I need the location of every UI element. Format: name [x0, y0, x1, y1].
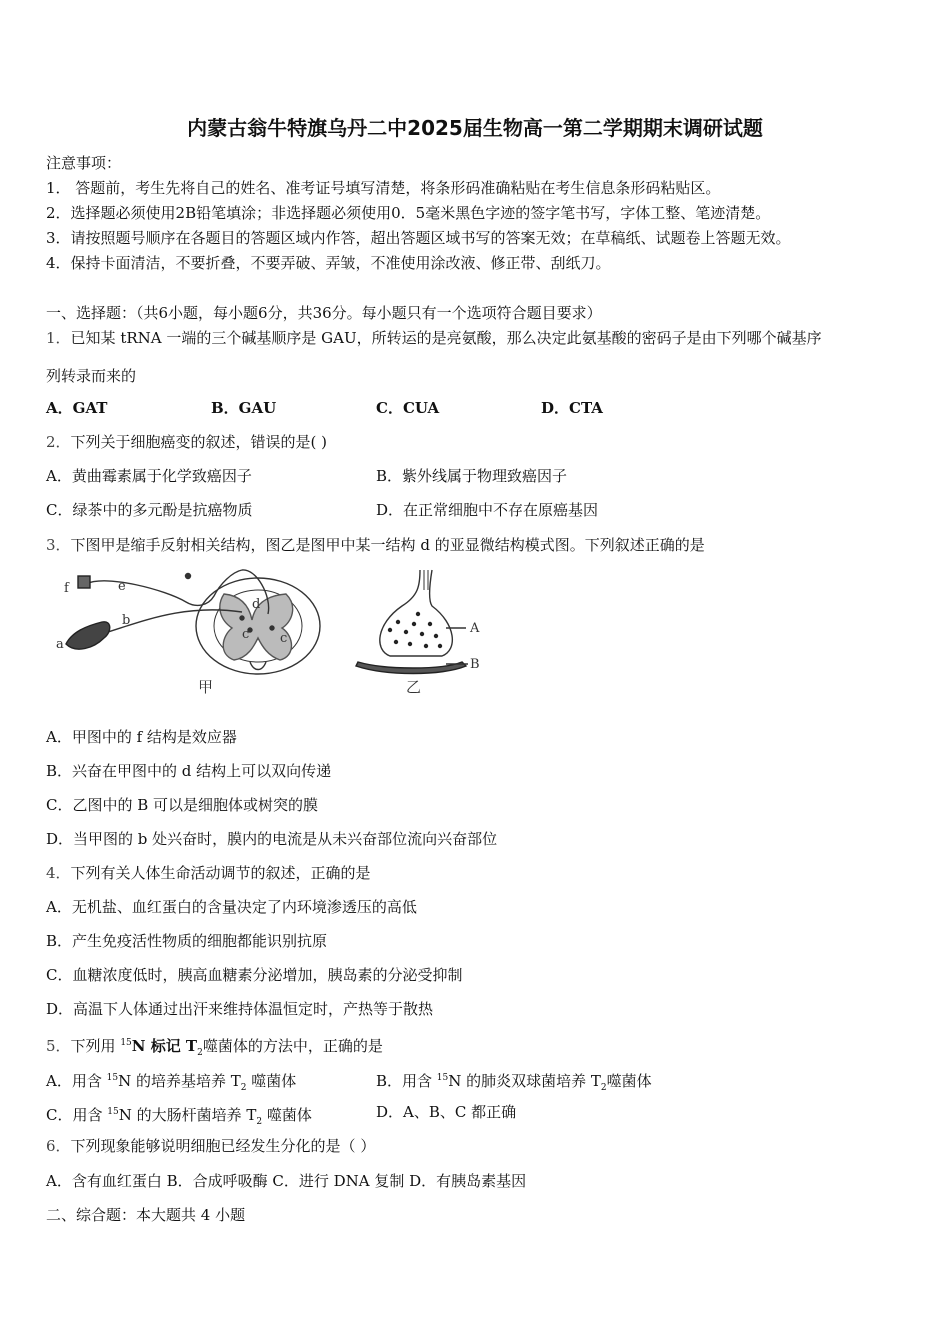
label-d: d: [252, 597, 261, 612]
q1-option-d: D．CTA: [541, 399, 603, 417]
opt-mid: N 的培养基培养 T: [118, 1072, 241, 1090]
label-b: b: [122, 613, 131, 628]
figure-yi-caption: 乙: [406, 678, 422, 696]
q3-option-a: A．甲图中的 f 结构是效应器: [46, 728, 237, 746]
phage-sub: 2: [256, 1117, 263, 1127]
q3-option-b: B．兴奋在甲图中的 d 结构上可以双向传递: [46, 762, 332, 780]
question-text: 下列现象能够说明细胞已经发生分化的是（ ）: [70, 1137, 376, 1155]
isotope-sup: 15: [120, 1038, 132, 1048]
opt-pre: A．用含: [46, 1072, 107, 1090]
q2-option-a: A．黄曲霉素属于化学致癌因子: [46, 467, 252, 485]
opt-mid: N 的大肠杆菌培养 T: [118, 1106, 257, 1124]
q1-option-a: A．GAT: [46, 399, 108, 417]
opt-end: 噬菌体: [246, 1072, 297, 1090]
q5-option-a: [46, 1068, 296, 1098]
question-text: 下列用: [70, 1037, 121, 1055]
q5-option-d: D．A、B、C 都正确: [376, 1103, 517, 1121]
question-1-cont: 列转录而来的: [46, 367, 137, 385]
phage-sub: 2: [197, 1048, 203, 1058]
q1-option-c: C．CUA: [376, 399, 440, 417]
question-text: 下图甲是缩手反射相关结构，图乙是图甲中某一结构 d 的亚显微结构模式图。下列叙述正确的是: [70, 536, 705, 554]
opt-mid: N 的肺炎双球菌培养 T: [448, 1072, 601, 1090]
section2-heading: 二、综合题：本大题共 4 小题: [46, 1206, 246, 1224]
label-A: A: [470, 621, 480, 636]
q6-options: A．含有血红蛋白 B．合成呼吸酶 C．进行 DNA 复制 D．有胰岛素基因: [46, 1172, 527, 1190]
reflex-arc-figure: [46, 566, 496, 696]
question-number: 6．: [46, 1137, 71, 1155]
question-number: 2．: [46, 433, 71, 451]
isotope-sup: 15: [106, 1073, 119, 1083]
figure-jia-caption: 甲: [198, 678, 214, 696]
q5-option-b: [376, 1068, 652, 1098]
q2-option-d: D．在正常细胞中不存在原癌基因: [376, 501, 599, 519]
q3-option-c: C．乙图中的 B 可以是细胞体或树突的膜: [46, 796, 319, 814]
question-5: [46, 1033, 383, 1063]
notice-item-4: 4．保持卡面清洁，不要折叠，不要弄破、弄皱，不准使用涂改液、修正带、刮纸刀。: [46, 254, 611, 272]
notice-item-2: 2．选择题必须使用2B铅笔填涂；非选择题必须使用0．5毫米黑色字迹的签字笔书写，字体工整、笔迹清楚。: [46, 204, 771, 222]
question-4: [46, 863, 371, 883]
label-c-left: c: [242, 627, 250, 642]
q4-option-c: C．血糖浓度低时，胰高血糖素分泌增加，胰岛素的分泌受抑制: [46, 966, 463, 984]
question-text-end: 噬菌体的方法中，正确的是: [202, 1037, 383, 1055]
q2-option-b: B．紫外线属于物理致癌因子: [376, 467, 568, 485]
label-e: e: [118, 579, 126, 594]
q3-option-d: D．当甲图的 b 处兴奋时，膜内的电流是从未兴奋部位流向兴奋部位: [46, 830, 498, 848]
q1-option-b: B．GAU: [211, 399, 277, 417]
q2-option-c: C．绿茶中的多元酚是抗癌物质: [46, 501, 253, 519]
notice-item-3: 3．请按照题号顺序在各题目的答题区域内作答，超出答题区域书写的答案无效；在草稿纸、试题卷上答题无效。: [46, 229, 791, 247]
label-B: B: [470, 657, 480, 672]
isotope-sup: 15: [107, 1107, 119, 1117]
question-text: 已知某 tRNA 一端的三个碱基顺序是 GAU，所转运的是亮氨酸，那么决定此氨基酸的密码子是由下列哪个碱基序: [70, 329, 822, 347]
isotope-sup: 15: [436, 1073, 449, 1083]
phage-sub: 2: [600, 1083, 607, 1093]
q5-option-c: [46, 1102, 312, 1132]
q4-option-a: A．无机盐、血红蛋白的含量决定了内环境渗透压的高低: [46, 898, 417, 916]
question-number: 1．: [46, 329, 71, 347]
synaptic-vesicles: [388, 612, 442, 648]
notice-heading: 注意事项：: [46, 154, 122, 172]
question-number: 4．: [46, 864, 71, 882]
label-c-right: c: [280, 631, 288, 646]
opt-pre: B．用含: [376, 1072, 437, 1090]
opt-end: 噬菌体: [606, 1072, 652, 1090]
opt-end: 噬菌体: [262, 1106, 312, 1124]
phage-sub: 2: [240, 1083, 247, 1093]
notice-item-1: 1． 答题前，考生先将自己的姓名、准考证号填写清楚，将条形码准确粘贴在考生信息条形码粘贴区。: [46, 179, 721, 197]
page-title: 内蒙古翁牛特旗乌丹二中2025届生物高一第二学期期末调研试题: [187, 116, 763, 140]
question-number: 3．: [46, 536, 71, 554]
question-1: [46, 328, 822, 348]
question-3: [46, 535, 705, 555]
opt-pre: C．用含: [46, 1106, 108, 1124]
label-f: f: [64, 581, 69, 596]
figure-jia: [66, 570, 320, 674]
label-a: a: [56, 637, 64, 652]
section1-heading: 一、选择题：（共6小题，每小题6分，共36分。每小题只有一个选项符合题目要求）: [46, 304, 602, 322]
question-2: [46, 432, 327, 452]
question-text: 下列有关人体生命活动调节的叙述，正确的是: [70, 864, 371, 882]
q4-option-d: D．高温下人体通过出汗来维持体温恒定时，产热等于散热: [46, 1000, 434, 1018]
figure-yi: [356, 570, 468, 674]
question-number: 5．: [46, 1037, 71, 1055]
question-text-mid: N 标记 T: [131, 1037, 198, 1055]
question-6: [46, 1136, 375, 1156]
q4-option-b: B．产生免疫活性物质的细胞都能识别抗原: [46, 932, 328, 950]
question-text: 下列关于细胞癌变的叙述，错误的是( ): [70, 433, 328, 451]
